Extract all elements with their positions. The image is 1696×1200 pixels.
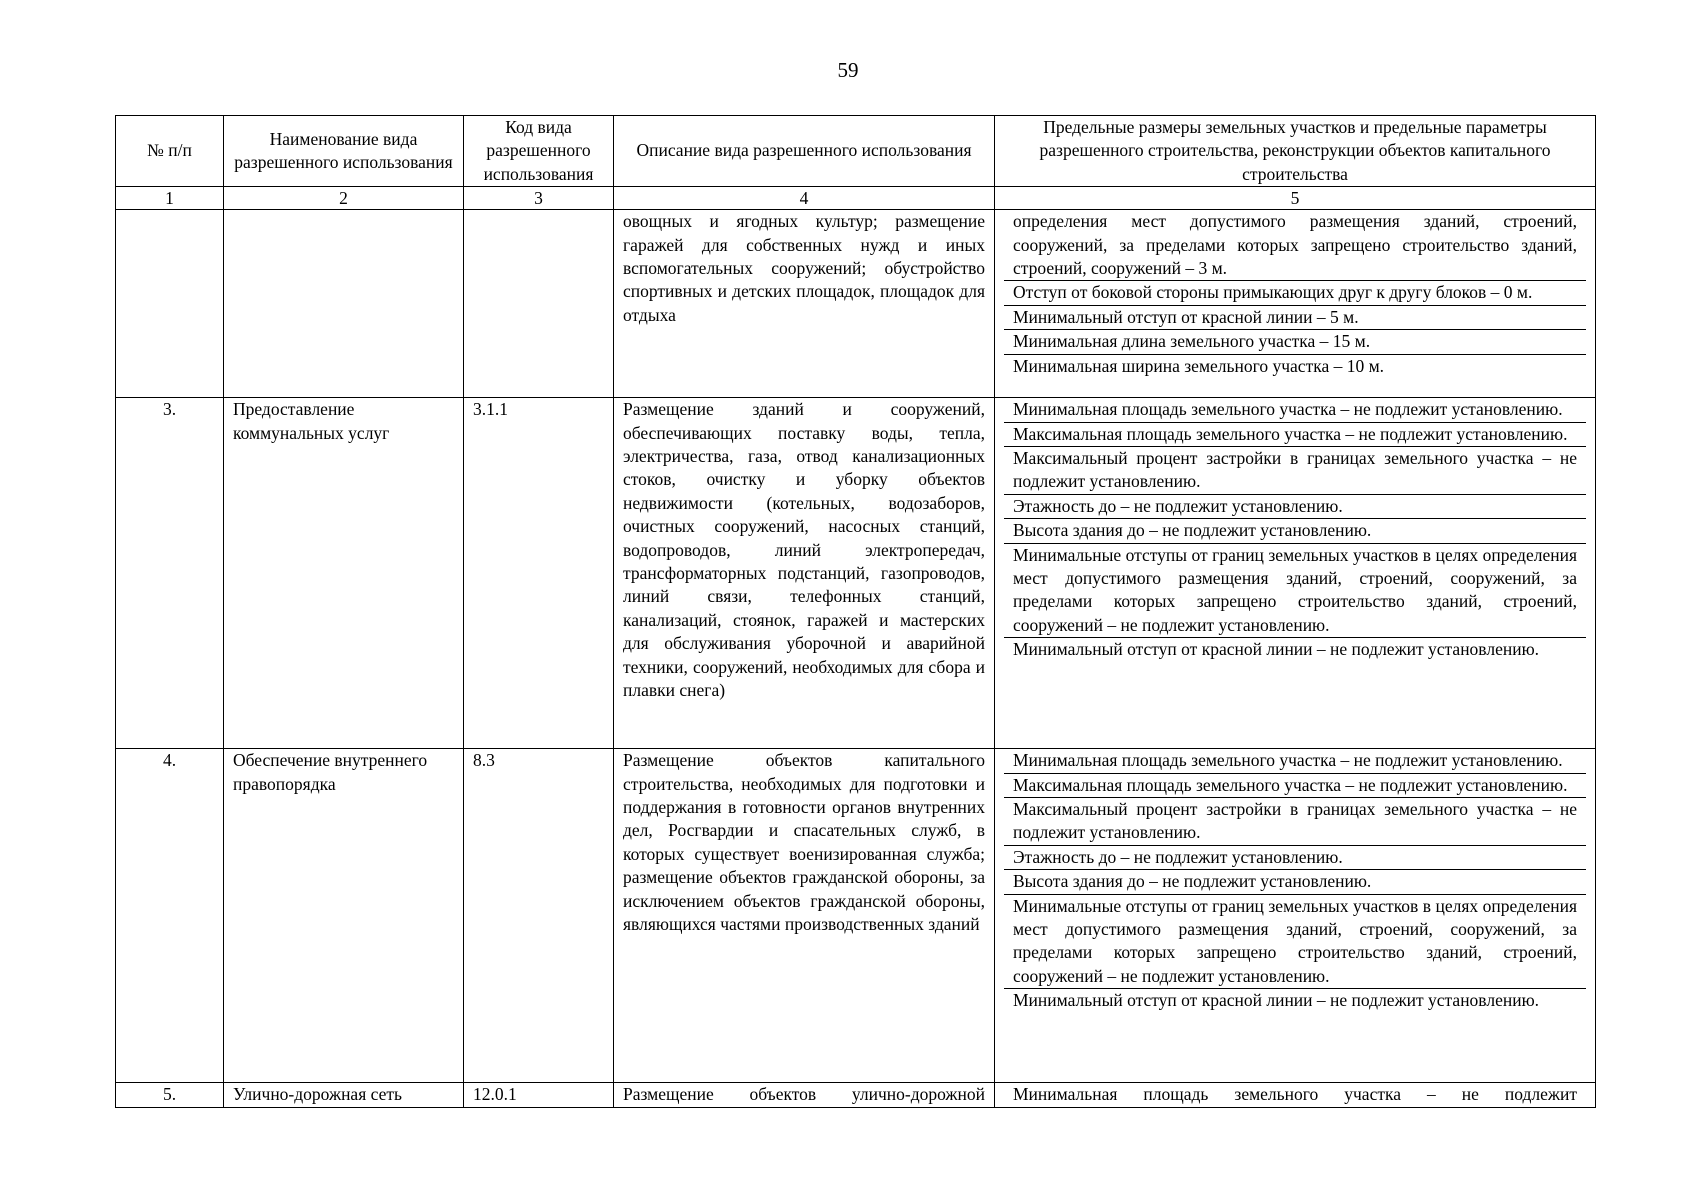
param-item: Отступ от боковой стороны примыкающих друг к другу блоков – 0 м. bbox=[1004, 281, 1586, 305]
param-item: Минимальный отступ от красной линии – не подлежит установлению. bbox=[1013, 990, 1540, 1011]
row-number: 3. bbox=[116, 398, 224, 749]
param-item: Этажность до – не подлежит установлению. bbox=[1004, 846, 1586, 870]
param-item: Максимальная площадь земельного участка – не подлежит установлению. bbox=[1004, 423, 1586, 447]
use-code: 3.1.1 bbox=[464, 398, 614, 749]
table-row bbox=[116, 749, 1596, 1083]
column-index: 5 bbox=[995, 187, 1596, 210]
header-code: Код вида разрешенного использования bbox=[464, 116, 614, 187]
param-item: Минимальный отступ от красной линии – 5 м. bbox=[1004, 306, 1586, 330]
row-number: 4. bbox=[116, 749, 224, 1083]
use-params bbox=[995, 749, 1596, 1083]
column-index: 3 bbox=[464, 187, 614, 210]
use-description: Размещение объектов улично-дорожной bbox=[614, 1083, 995, 1108]
param-item: определения мест допустимого размещения зданий, строений, сооружений, за пределами которых запрещено строительство зданий, строений, сооружений – 3 м. bbox=[1004, 210, 1586, 281]
land-use-table bbox=[115, 115, 1596, 1108]
use-name: Предоставление коммунальных услуг bbox=[224, 398, 464, 749]
use-description: Размещение зданий и сооружений, обеспечивающих поставку воды, тепла, электричества, газа, отвод канализационных стоков, очистку и уборку объектов недвижимости (котельных, водозаборов, очистных сооружений, насосных станций, водопроводов, линий электропередач, трансформаторных подстанций, газопроводов, линий связи, телефонных станций, канализаций, стоянок, гаражей и мастерских для обслуживания уборочной и аварийной техники, сооружений, необходимых для сбора и плавки снега) bbox=[614, 398, 995, 749]
param-item: Максимальный процент застройки в границах земельного участка – не подлежит установлению. bbox=[1004, 447, 1586, 495]
use-name: Обеспечение внутреннего правопорядка bbox=[224, 749, 464, 1083]
param-item: Минимальные отступы от границ земельных участков в целях определения мест допустимого размещения зданий, строений, сооружений, за пределами которых запрещено строительство зданий, строений, сооружений – не подлежит установлению. bbox=[1004, 544, 1586, 639]
row-number bbox=[116, 210, 224, 398]
column-index: 4 bbox=[614, 187, 995, 210]
param-item: Минимальные отступы от границ земельных участков в целях определения мест допустимого размещения зданий, строений, сооружений, за пределами которых запрещено строительство зданий, строений, сооружений – не подлежит установлению. bbox=[1004, 895, 1586, 990]
use-code: 8.3 bbox=[464, 749, 614, 1083]
column-index: 1 bbox=[116, 187, 224, 210]
param-item: Минимальная площадь земельного участка – не подлежит установлению. bbox=[1004, 749, 1586, 773]
use-name bbox=[224, 210, 464, 398]
param-item: Минимальный отступ от красной линии – не подлежит установлению. bbox=[1013, 639, 1540, 660]
row-number: 5. bbox=[116, 1083, 224, 1108]
use-code bbox=[464, 210, 614, 398]
param-item: Высота здания до – не подлежит установлению. bbox=[1004, 870, 1586, 894]
param-item: Минимальная длина земельного участка – 15 м. bbox=[1004, 330, 1586, 354]
use-description: овощных и ягодных культур; размещение гаражей для собственных нужд и иных вспомогательных сооружений; обустройство спортивных и детских площадок, площадок для отдыха bbox=[614, 210, 995, 398]
use-params bbox=[995, 398, 1596, 749]
param-item: Минимальная ширина земельного участка – 10 м. bbox=[1013, 355, 1385, 376]
use-params bbox=[995, 1083, 1596, 1108]
use-params bbox=[995, 210, 1596, 398]
table-row bbox=[116, 210, 1596, 398]
table-row bbox=[116, 398, 1596, 749]
header-num: № п/п bbox=[116, 116, 224, 187]
use-name: Улично-дорожная сеть bbox=[224, 1083, 464, 1108]
use-code: 12.0.1 bbox=[464, 1083, 614, 1108]
page-number: 59 bbox=[837, 58, 859, 82]
header-name: Наименование вида разрешенного использования bbox=[224, 116, 464, 187]
column-index-row bbox=[116, 187, 1596, 210]
param-item: Минимальная площадь земельного участка – не подлежит установлению. bbox=[1004, 398, 1586, 422]
table-row bbox=[116, 1083, 1596, 1108]
param-item: Максимальный процент застройки в границах земельного участка – не подлежит установлению. bbox=[1004, 798, 1586, 846]
column-index: 2 bbox=[224, 187, 464, 210]
header-params: Предельные размеры земельных участков и предельные параметры разрешенного строительства, реконструкции объектов капитального строительства bbox=[995, 116, 1596, 187]
param-item: Минимальная площадь земельного участка – не подлежит bbox=[1013, 1084, 1577, 1105]
param-item: Высота здания до – не подлежит установлению. bbox=[1004, 519, 1586, 543]
param-item: Этажность до – не подлежит установлению. bbox=[1004, 495, 1586, 519]
header-row bbox=[116, 116, 1596, 187]
header-desc: Описание вида разрешенного использования bbox=[614, 116, 995, 187]
use-description: Размещение объектов капитального строительства, необходимых для подготовки и поддержания в готовности органов внутренних дел, Росгвардии и спасательных служб, в которых существует военизированная служба; размещение объектов гражданской обороны, за исключением объектов гражданской обороны, являющихся частями производственных зданий bbox=[614, 749, 995, 1083]
param-item: Максимальная площадь земельного участка – не подлежит установлению. bbox=[1004, 774, 1586, 798]
